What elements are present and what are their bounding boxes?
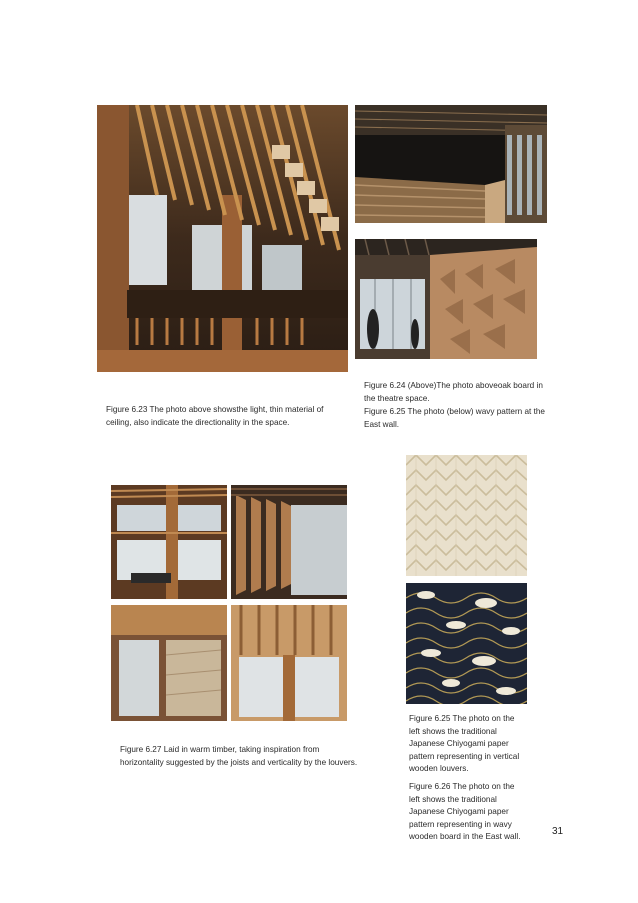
caption-figure-6-23: Figure 6.23 The photo above showsthe light, thin material of ceiling, also indicate the directionality in the space. <box>106 405 324 427</box>
photo-atrium-louvers <box>97 105 348 372</box>
photo-theatre-oak-board <box>355 105 547 223</box>
page-number: 31 <box>552 826 564 837</box>
caption-figure-6-24: Figure 6.24 (Above)The photo aboveoak board in the theatre space. <box>364 381 543 403</box>
caption-figure-6-27: Figure 6.27 Laid in warm timber, taking inspiration from horizontality suggested by the joists and verticality by the louvers. <box>120 745 358 767</box>
photo-chiyogami-wave-pattern <box>406 583 527 704</box>
photo-collage-timber-interior <box>111 485 347 721</box>
photo-chiyogami-chevron-pattern <box>406 455 527 576</box>
caption-figure-6-26: Figure 6.26 The photo on the left shows the traditional Japanese Chiyogami paper pattern representing in wavy wooden board in the East wall. <box>409 782 521 841</box>
photo-east-wall-wavy-pattern <box>355 239 537 359</box>
caption-figure-6-25-wall: Figure 6.25 The photo (below) wavy pattern at the East wall. <box>364 407 545 429</box>
caption-figure-6-25-paper: Figure 6.25 The photo on the left shows the traditional Japanese Chiyogami paper pattern representing in vertical wooden louvers. <box>409 714 520 773</box>
